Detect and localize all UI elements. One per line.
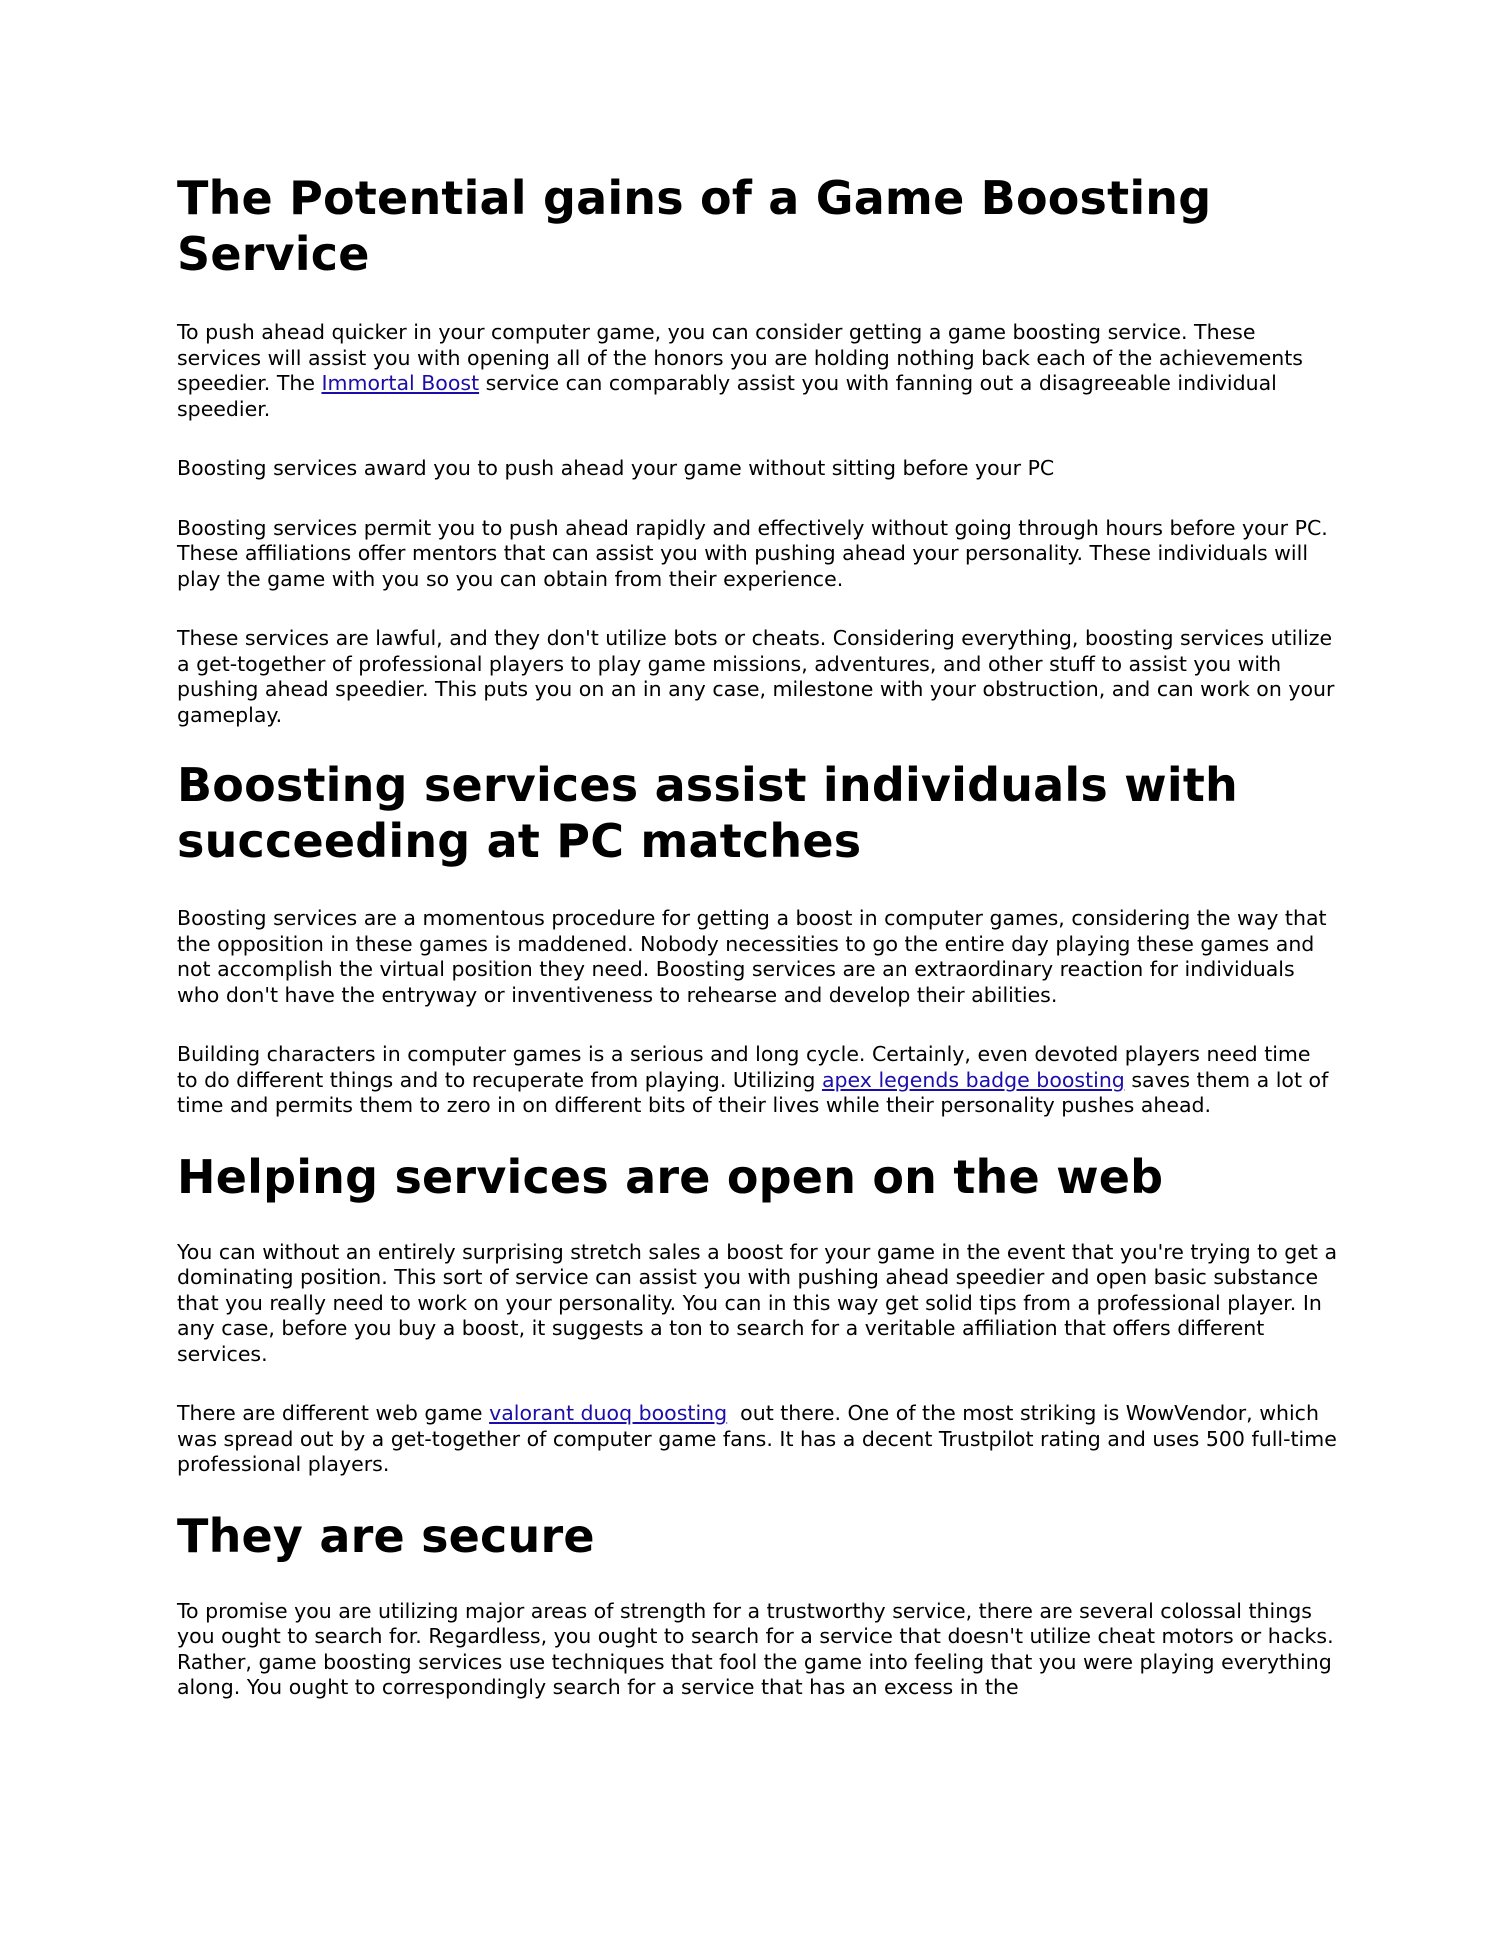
- heading-potential-gains: The Potential gains of a Game Boosting Service: [177, 171, 1212, 281]
- link-apex-legends-badge-boosting[interactable]: apex legends badge boosting: [821, 1067, 1125, 1092]
- text-segment: To push ahead quicker in your computer game, you can consider getting a game boosting service. These services will assist you with opening all of the honors you are holding nothing back each of the achievements speedier. The: [177, 320, 1303, 395]
- paragraph-web-game: [177, 1401, 1344, 1478]
- text-segment: out there. One of the most striking is WowVendor, which was spread out by a get-together of computer game fans. It has a decent Trustpilot rating and uses 500 full-time professional players.: [177, 1401, 1344, 1476]
- link-immortal-boost[interactable]: Immortal Boost: [321, 371, 480, 395]
- paragraph-building-characters: [177, 1042, 1337, 1119]
- heading-they-are-secure: They are secure: [177, 1508, 595, 1563]
- paragraph-permit: Boosting services permit you to push ahead rapidly and effectively without going through hours before your PC. These affiliations offer mentors that can assist you with pushing ahead your personality. These individuals will play the game with you so you can obtain from their experience.: [177, 515, 1328, 591]
- heading-assist-individuals: Boosting services assist individuals with succeeding at PC matches: [177, 758, 1238, 868]
- text-segment: saves them a lot of time and permits them to zero in on different bits of their lives while their personality pushes ahead.: [177, 1067, 1329, 1117]
- link-valorant-duoq-boosting[interactable]: valorant duoq boosting: [489, 1401, 728, 1425]
- text-segment: Building characters in computer games is a serious and long cycle. Certainly, even devoted players need time to do different things and to recuperate from playing. Utilizing: [177, 1042, 1311, 1092]
- paragraph-momentous: Boosting services are a momentous procedure for getting a boost in computer games, considering the way that the opposition in these games is maddened. Nobody necessities to go the entire day playing these games and not accomplish the virtual position they need. Boosting services are an extraordinary reaction for individuals who don't have the entryway or inventiveness to rehearse and develop their abilities.: [177, 906, 1327, 1007]
- document-page: [177, 170, 1344, 1701]
- text-segment: service can comparably assist you with fanning out a disagreeable individual speedier.: [177, 371, 1277, 421]
- paragraph-award: Boosting services award you to push ahead your game without sitting before your PC: [177, 456, 1055, 480]
- heading-helping-services: Helping services are open on the web: [177, 1149, 1164, 1204]
- paragraph-promise: To promise you are utilizing major areas of strength for a trustworthy service, there are several colossal things you ought to search for. Regardless, you ought to search for a service that doesn't utilize cheat motors or hacks. Rather, game boosting services use techniques that fool the game into feeling that you were playing everything along. You ought to correspondingly search for a service that has an excess in the: [177, 1598, 1334, 1699]
- paragraph-lawful: These services are lawful, and they don't utilize bots or cheats. Considering everything, boosting services utilize a get-together of professional players to play game missions, adventures, and other stuff to assist you with pushing ahead speedier. This puts you on an in any case, milestone with your obstruction, and can work on your gameplay.: [177, 626, 1335, 727]
- text-segment: There are different web game: [177, 1401, 490, 1425]
- paragraph-surprising-stretch: You can without an entirely surprising stretch sales a boost for your game in the event that you're trying to get a dominating position. This sort of service can assist you with pushing ahead speedier and open basic substance that you really need to work on your personality. You can in this way get solid tips from a professional player. In any case, before you buy a boost, it suggests a ton to search for a veritable affiliation that offers different services.: [177, 1239, 1338, 1366]
- paragraph-intro: [177, 320, 1337, 422]
